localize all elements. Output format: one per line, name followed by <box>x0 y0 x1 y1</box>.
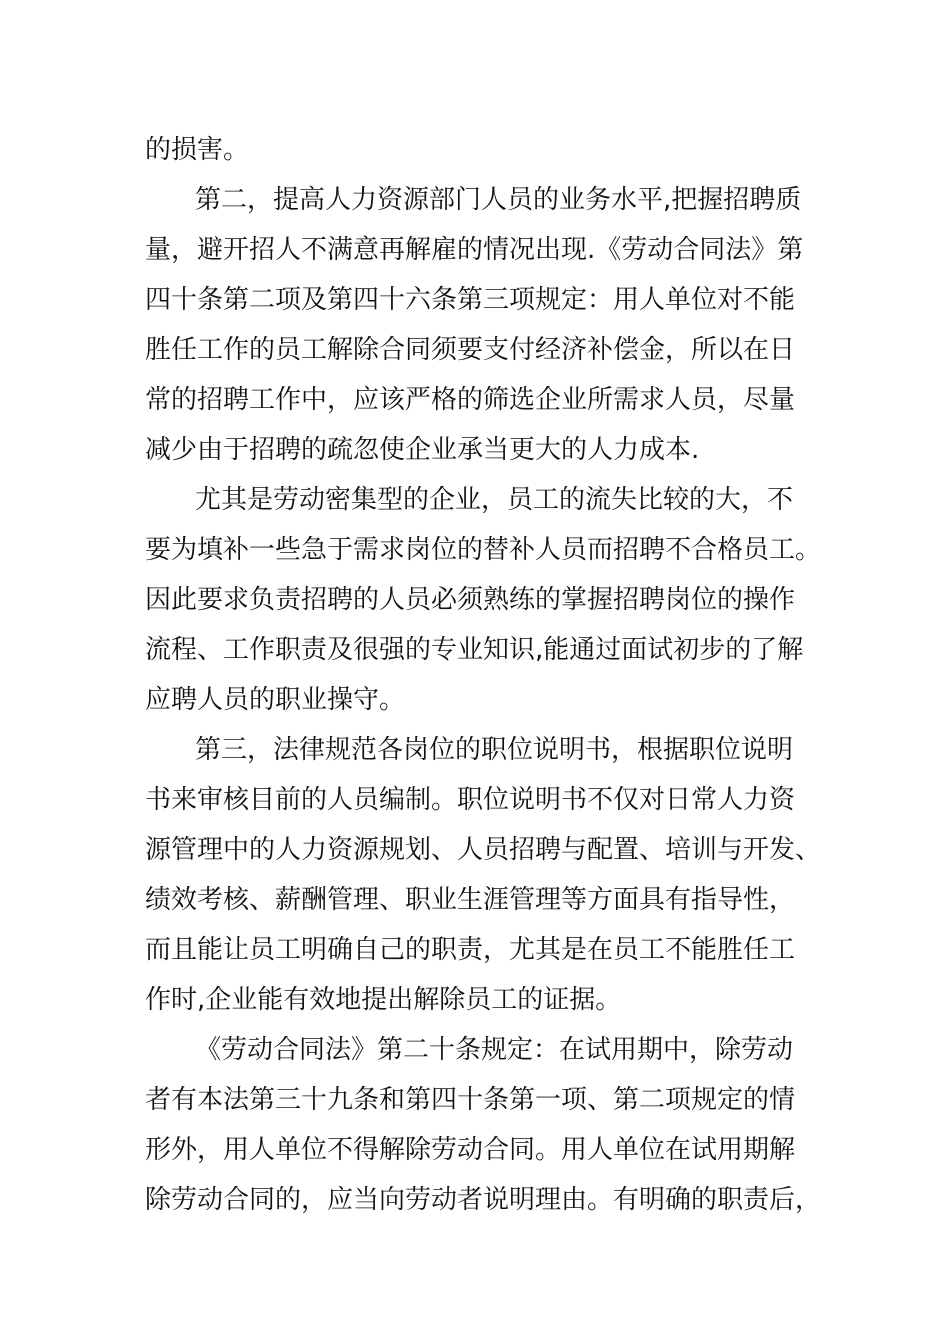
text-line-21: 形外，用人单位不得解除劳动合同。用人单位在试用期解 <box>145 1135 796 1165</box>
text-line-7: 减少由于招聘的疏忽使企业承当更大的人力成本. <box>145 435 700 465</box>
text-line-12: 应聘人员的职业操守。 <box>145 685 406 715</box>
text-line-14: 书来审核目前的人员编制。职位说明书不仅对日常人力资 <box>145 785 796 815</box>
text-line-4: 四十条第二项及第四十六条第三项规定：用人单位对不能 <box>145 285 796 315</box>
text-line-6: 常的招聘工作中，应该严格的筛选企业所需求人员，尽量 <box>145 385 796 415</box>
text-line-13: 第三，法律规范各岗位的职位说明书，根据职位说明 <box>195 735 794 765</box>
text-line-16: 绩效考核、薪酬管理、职业生涯管理等方面具有指导性， <box>145 885 796 915</box>
text-line-3: 量，避开招人不满意再解雇的情况出现.《劳动合同法》第 <box>145 235 804 265</box>
text-line-2: 第二，提高人力资源部门人员的业务水平,把握招聘质 <box>195 185 802 215</box>
text-line-10: 因此要求负责招聘的人员必须熟练的掌握招聘岗位的操作 <box>145 585 796 615</box>
text-line-1: 的损害。 <box>145 135 250 165</box>
text-line-22: 除劳动合同的，应当向劳动者说明理由。有明确的职责后， <box>145 1185 822 1215</box>
text-line-18: 作时,企业能有效地提出解除员工的证据。 <box>145 985 622 1015</box>
text-line-19: 《劳动合同法》第二十条规定：在试用期中，除劳动 <box>195 1035 794 1065</box>
text-line-9: 要为填补一些急于需求岗位的替补人员而招聘不合格员工。 <box>145 535 822 565</box>
text-line-17: 而且能让员工明确自己的职责，尤其是在员工不能胜任工 <box>145 935 796 965</box>
text-line-20: 者有本法第三十九条和第四十条第一项、第二项规定的情 <box>145 1085 796 1115</box>
text-line-5: 胜任工作的员工解除合同须要支付经济补偿金，所以在日 <box>145 335 796 365</box>
text-line-15: 源管理中的人力资源规划、人员招聘与配置、培训与开发、 <box>145 835 822 865</box>
text-line-11: 流程、工作职责及很强的专业知识,能通过面试初步的了解 <box>145 635 804 665</box>
text-line-8: 尤其是劳动密集型的企业，员工的流失比较的大，不 <box>195 485 794 515</box>
